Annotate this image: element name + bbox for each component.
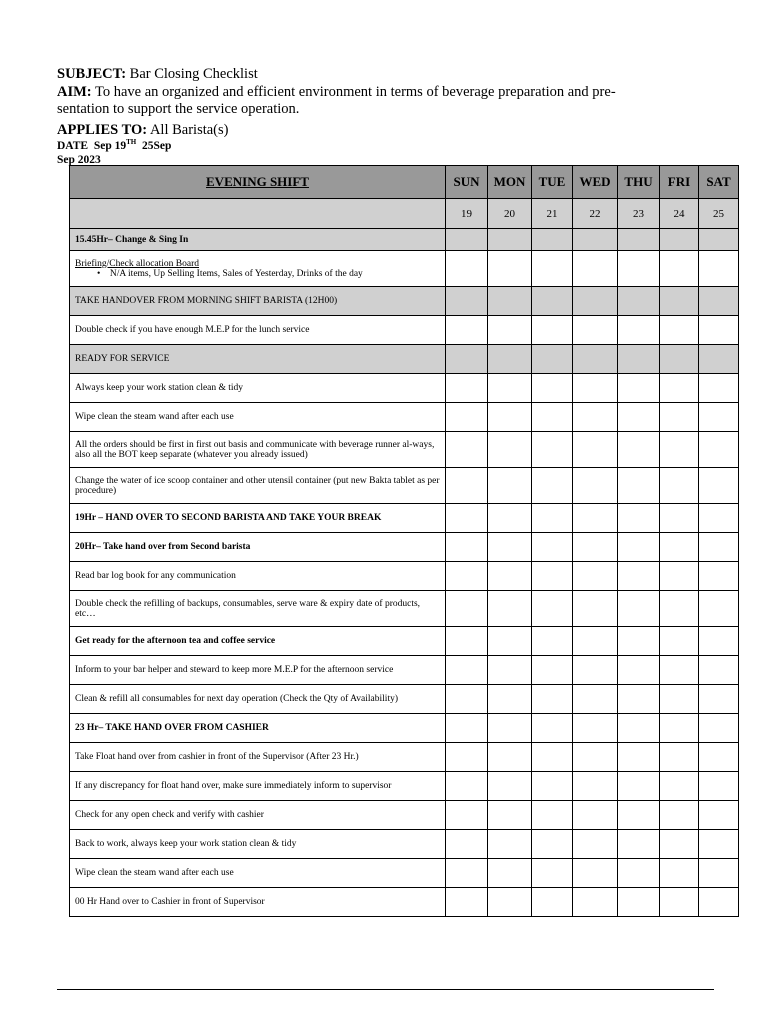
day-checkbox-thu[interactable] (618, 591, 660, 627)
day-checkbox-mon[interactable] (488, 251, 532, 287)
day-checkbox-fri[interactable] (660, 403, 699, 432)
document-header (57, 66, 657, 167)
table-row (70, 714, 739, 743)
day-checkbox-sun[interactable] (446, 533, 488, 562)
day-checkbox-mon[interactable] (488, 627, 532, 656)
task-label: 15.45Hr– Change & Sing In (70, 229, 446, 251)
day-checkbox-sat[interactable] (699, 772, 739, 801)
day-checkbox-mon[interactable] (488, 562, 532, 591)
day-checkbox-mon[interactable] (488, 287, 532, 316)
day-checkbox-sun[interactable] (446, 251, 488, 287)
day-checkbox-tue[interactable] (532, 468, 573, 504)
day-checkbox-mon[interactable] (488, 504, 532, 533)
day-checkbox-sat[interactable] (699, 403, 739, 432)
task-label: Briefing/Check allocation Board (75, 258, 199, 269)
task-label: Change the water of ice scoop container and other utensil container (put new Bakta tablet as per procedure) (70, 468, 446, 504)
day-sun: SUN (446, 166, 488, 199)
day-checkbox-wed[interactable] (573, 801, 618, 830)
day-checkbox-sat[interactable] (699, 627, 739, 656)
day-checkbox-sun[interactable] (446, 504, 488, 533)
day-checkbox-sun[interactable] (446, 316, 488, 345)
day-checkbox-thu[interactable] (618, 316, 660, 345)
day-checkbox-sat[interactable] (699, 830, 739, 859)
day-checkbox-fri[interactable] (660, 316, 699, 345)
day-checkbox-mon[interactable] (488, 888, 532, 917)
day-checkbox-thu[interactable] (618, 714, 660, 743)
day-checkbox-sun[interactable] (446, 772, 488, 801)
aim-line (57, 84, 657, 119)
day-checkbox-sat[interactable] (699, 562, 739, 591)
table-row (70, 830, 739, 859)
table-row (70, 504, 739, 533)
day-checkbox-sun[interactable] (446, 229, 488, 251)
day-checkbox-mon[interactable] (488, 468, 532, 504)
task-label: Clean & refill all consumables for next day operation (Check the Qty of Availability) (70, 685, 446, 714)
day-thu: THU (618, 166, 660, 199)
day-checkbox-fri[interactable] (660, 504, 699, 533)
day-checkbox-sat[interactable] (699, 714, 739, 743)
day-checkbox-mon[interactable] (488, 229, 532, 251)
date-start: Sep 19 (93, 140, 127, 152)
day-checkbox-sat[interactable] (699, 229, 739, 251)
day-checkbox-sat[interactable] (699, 432, 739, 468)
day-checkbox-fri[interactable] (660, 251, 699, 287)
day-checkbox-thu[interactable] (618, 533, 660, 562)
day-checkbox-mon[interactable] (488, 830, 532, 859)
day-checkbox-mon[interactable] (488, 533, 532, 562)
day-checkbox-fri[interactable] (660, 714, 699, 743)
table-row (70, 591, 739, 627)
day-checkbox-sat[interactable] (699, 345, 739, 374)
day-checkbox-tue[interactable] (532, 888, 573, 917)
day-checkbox-wed[interactable] (573, 533, 618, 562)
day-checkbox-sat[interactable] (699, 533, 739, 562)
aim-label: AIM: (57, 83, 92, 100)
table-row (70, 801, 739, 830)
date-year: Sep 2023 (57, 154, 101, 166)
day-checkbox-wed[interactable] (573, 859, 618, 888)
day-checkbox-sun[interactable] (446, 801, 488, 830)
table-row (70, 374, 739, 403)
day-checkbox-sun[interactable] (446, 345, 488, 374)
table-row (70, 685, 739, 714)
date-20: 20 (488, 199, 532, 229)
day-checkbox-sun[interactable] (446, 859, 488, 888)
day-checkbox-thu[interactable] (618, 345, 660, 374)
day-checkbox-thu[interactable] (618, 772, 660, 801)
day-checkbox-fri[interactable] (660, 432, 699, 468)
date-22: 22 (573, 199, 618, 229)
day-checkbox-sun[interactable] (446, 888, 488, 917)
task-label: If any discrepancy for float hand over, make sure immediately inform to supervisor (70, 772, 446, 801)
day-checkbox-wed[interactable] (573, 830, 618, 859)
day-checkbox-tue[interactable] (532, 374, 573, 403)
table-row (70, 251, 739, 287)
table-row (70, 229, 739, 251)
task-label: Read bar log book for any communication (70, 562, 446, 591)
day-checkbox-wed[interactable] (573, 714, 618, 743)
day-checkbox-thu[interactable] (618, 432, 660, 468)
table-row (70, 432, 739, 468)
day-checkbox-sat[interactable] (699, 374, 739, 403)
task-label: 00 Hr Hand over to Cashier in front of Supervisor (70, 888, 446, 917)
day-checkbox-sat[interactable] (699, 801, 739, 830)
day-checkbox-sat[interactable] (699, 504, 739, 533)
task-label: Get ready for the afternoon tea and coffee service (70, 627, 446, 656)
day-checkbox-sun[interactable] (446, 830, 488, 859)
day-checkbox-fri[interactable] (660, 743, 699, 772)
day-checkbox-fri[interactable] (660, 374, 699, 403)
day-checkbox-tue[interactable] (532, 801, 573, 830)
day-checkbox-wed[interactable] (573, 229, 618, 251)
day-checkbox-wed[interactable] (573, 316, 618, 345)
day-checkbox-sat[interactable] (699, 287, 739, 316)
day-checkbox-sat[interactable] (699, 743, 739, 772)
day-checkbox-sun[interactable] (446, 468, 488, 504)
day-checkbox-sun[interactable] (446, 656, 488, 685)
applies-value: All Barista(s) (149, 121, 229, 138)
day-checkbox-wed[interactable] (573, 562, 618, 591)
day-checkbox-sun[interactable] (446, 432, 488, 468)
day-checkbox-tue[interactable] (532, 743, 573, 772)
task-label: Take Float hand over from cashier in front of the Supervisor (After 23 Hr.) (70, 743, 446, 772)
day-checkbox-tue[interactable] (532, 656, 573, 685)
day-checkbox-mon[interactable] (488, 316, 532, 345)
day-checkbox-thu[interactable] (618, 656, 660, 685)
day-checkbox-tue[interactable] (532, 591, 573, 627)
day-checkbox-sun[interactable] (446, 627, 488, 656)
table-row (70, 859, 739, 888)
day-checkbox-tue[interactable] (532, 345, 573, 374)
day-checkbox-thu[interactable] (618, 743, 660, 772)
task-label: Wipe clean the steam wand after each use (70, 403, 446, 432)
table-row (70, 743, 739, 772)
day-checkbox-tue[interactable] (532, 403, 573, 432)
table-row (70, 888, 739, 917)
table-row (70, 772, 739, 801)
table-row (70, 316, 739, 345)
day-checkbox-fri[interactable] (660, 229, 699, 251)
date-19: 19 (446, 199, 488, 229)
day-checkbox-wed[interactable] (573, 772, 618, 801)
day-checkbox-sun[interactable] (446, 591, 488, 627)
day-checkbox-wed[interactable] (573, 287, 618, 316)
task-label: All the orders should be first in first out basis and communicate with beverage runner al-ways, also all the BOT keep separate (whatever you already issued) (70, 432, 446, 468)
day-checkbox-mon[interactable] (488, 591, 532, 627)
day-checkbox-mon[interactable] (488, 743, 532, 772)
day-checkbox-sun[interactable] (446, 374, 488, 403)
applies-label: APPLIES TO: (57, 121, 148, 138)
date-23: 23 (618, 199, 660, 229)
day-checkbox-wed[interactable] (573, 591, 618, 627)
task-label: Inform to your bar helper and steward to keep more M.E.P for the afternoon service (70, 656, 446, 685)
day-checkbox-fri[interactable] (660, 533, 699, 562)
task-label: TAKE HANDOVER FROM MORNING SHIFT BARISTA (12H00) (70, 287, 446, 316)
date-21: 21 (532, 199, 573, 229)
table-row (70, 468, 739, 504)
day-checkbox-thu[interactable] (618, 830, 660, 859)
day-checkbox-mon[interactable] (488, 374, 532, 403)
day-checkbox-tue[interactable] (532, 772, 573, 801)
subject-line (57, 66, 657, 84)
day-checkbox-wed[interactable] (573, 656, 618, 685)
day-checkbox-fri[interactable] (660, 859, 699, 888)
day-checkbox-fri[interactable] (660, 656, 699, 685)
table-row (70, 403, 739, 432)
day-checkbox-tue[interactable] (532, 685, 573, 714)
day-checkbox-sat[interactable] (699, 591, 739, 627)
day-checkbox-fri[interactable] (660, 287, 699, 316)
date-24: 24 (660, 199, 699, 229)
day-checkbox-wed[interactable] (573, 468, 618, 504)
day-checkbox-wed[interactable] (573, 685, 618, 714)
date-end: 25Sep (142, 140, 172, 152)
day-checkbox-fri[interactable] (660, 685, 699, 714)
task-label: READY FOR SERVICE (70, 345, 446, 374)
day-checkbox-thu[interactable] (618, 403, 660, 432)
day-mon: MON (488, 166, 532, 199)
day-checkbox-fri[interactable] (660, 562, 699, 591)
task-label: 23 Hr– TAKE HAND OVER FROM CASHIER (70, 714, 446, 743)
table-row (70, 533, 739, 562)
day-checkbox-wed[interactable] (573, 504, 618, 533)
day-checkbox-thu[interactable] (618, 374, 660, 403)
day-checkbox-tue[interactable] (532, 830, 573, 859)
task-bullet: • N/A items, Up Selling Items, Sales of Yesterday, Drinks of the day (97, 268, 363, 279)
day-checkbox-fri[interactable] (660, 801, 699, 830)
day-checkbox-sat[interactable] (699, 859, 739, 888)
day-checkbox-tue[interactable] (532, 714, 573, 743)
checklist-table (69, 165, 739, 917)
day-checkbox-wed[interactable] (573, 888, 618, 917)
day-checkbox-sat[interactable] (699, 316, 739, 345)
day-checkbox-thu[interactable] (618, 859, 660, 888)
day-checkbox-tue[interactable] (532, 316, 573, 345)
shift-title: EVENING SHIFT (70, 166, 446, 199)
day-checkbox-wed[interactable] (573, 743, 618, 772)
day-checkbox-tue[interactable] (532, 229, 573, 251)
day-checkbox-wed[interactable] (573, 345, 618, 374)
task-label-briefing (70, 251, 446, 287)
task-label: Double check if you have enough M.E.P for the lunch service (70, 316, 446, 345)
day-checkbox-tue[interactable] (532, 562, 573, 591)
task-label: Always keep your work station clean & tidy (70, 374, 446, 403)
day-checkbox-wed[interactable] (573, 374, 618, 403)
day-checkbox-thu[interactable] (618, 287, 660, 316)
day-checkbox-tue[interactable] (532, 859, 573, 888)
day-checkbox-tue[interactable] (532, 251, 573, 287)
day-checkbox-fri[interactable] (660, 627, 699, 656)
day-checkbox-wed[interactable] (573, 403, 618, 432)
date-label: DATE (57, 140, 89, 152)
task-bullet-text: N/A items, Up Selling Items, Sales of Yesterday, Drinks of the day (109, 268, 363, 279)
day-checkbox-mon[interactable] (488, 859, 532, 888)
date-25: 25 (699, 199, 739, 229)
day-checkbox-mon[interactable] (488, 656, 532, 685)
day-checkbox-thu[interactable] (618, 685, 660, 714)
day-checkbox-tue[interactable] (532, 627, 573, 656)
subject-value: Bar Closing Checklist (129, 66, 258, 82)
aim-value: To have an organized and efficient environment in terms of beverage preparation and pre-sentation to support the service operation. (57, 83, 616, 117)
day-checkbox-wed[interactable] (573, 627, 618, 656)
day-tue: TUE (532, 166, 573, 199)
day-checkbox-sat[interactable] (699, 251, 739, 287)
day-checkbox-wed[interactable] (573, 251, 618, 287)
task-label: Double check the refilling of backups, consumables, serve ware & expiry date of products, etc… (70, 591, 446, 627)
day-checkbox-sun[interactable] (446, 562, 488, 591)
day-checkbox-sat[interactable] (699, 685, 739, 714)
date-sup: TH (126, 138, 137, 147)
day-checkbox-tue[interactable] (532, 504, 573, 533)
day-checkbox-sun[interactable] (446, 743, 488, 772)
day-checkbox-fri[interactable] (660, 591, 699, 627)
day-checkbox-sat[interactable] (699, 656, 739, 685)
day-checkbox-thu[interactable] (618, 251, 660, 287)
task-label: Back to work, always keep your work station clean & tidy (70, 830, 446, 859)
day-checkbox-mon[interactable] (488, 772, 532, 801)
table-row (70, 656, 739, 685)
day-checkbox-thu[interactable] (618, 627, 660, 656)
day-checkbox-tue[interactable] (532, 533, 573, 562)
day-checkbox-fri[interactable] (660, 772, 699, 801)
date-numbers-row (70, 199, 739, 229)
day-sat: SAT (699, 166, 739, 199)
day-checkbox-thu[interactable] (618, 504, 660, 533)
table-row (70, 562, 739, 591)
day-checkbox-mon[interactable] (488, 345, 532, 374)
day-wed: WED (573, 166, 618, 199)
day-checkbox-mon[interactable] (488, 801, 532, 830)
task-label: 19Hr – HAND OVER TO SECOND BARISTA AND TAKE YOUR BREAK (70, 504, 446, 533)
table-row (70, 627, 739, 656)
applies-line (57, 122, 657, 140)
day-checkbox-sun[interactable] (446, 714, 488, 743)
day-checkbox-tue[interactable] (532, 432, 573, 468)
day-checkbox-sat[interactable] (699, 468, 739, 504)
date-line (57, 139, 657, 153)
table-row (70, 287, 739, 316)
table-row (70, 345, 739, 374)
day-checkbox-fri[interactable] (660, 888, 699, 917)
day-fri: FRI (660, 166, 699, 199)
subject-label: SUBJECT: (57, 66, 127, 82)
day-checkbox-thu[interactable] (618, 888, 660, 917)
day-checkbox-sun[interactable] (446, 403, 488, 432)
day-checkbox-thu[interactable] (618, 801, 660, 830)
date-row-spacer (70, 199, 446, 229)
footer-divider (57, 989, 714, 990)
day-checkbox-mon[interactable] (488, 432, 532, 468)
task-label: Wipe clean the steam wand after each use (70, 859, 446, 888)
day-checkbox-sun[interactable] (446, 287, 488, 316)
day-checkbox-fri[interactable] (660, 830, 699, 859)
day-checkbox-mon[interactable] (488, 403, 532, 432)
day-checkbox-tue[interactable] (532, 287, 573, 316)
task-label: Check for any open check and verify with cashier (70, 801, 446, 830)
day-checkbox-wed[interactable] (573, 432, 618, 468)
day-checkbox-thu[interactable] (618, 562, 660, 591)
day-checkbox-mon[interactable] (488, 685, 532, 714)
day-checkbox-sat[interactable] (699, 888, 739, 917)
day-checkbox-fri[interactable] (660, 345, 699, 374)
table-header-row (70, 166, 739, 199)
day-checkbox-sun[interactable] (446, 685, 488, 714)
day-checkbox-thu[interactable] (618, 468, 660, 504)
task-label: 20Hr– Take hand over from Second barista (70, 533, 446, 562)
day-checkbox-mon[interactable] (488, 714, 532, 743)
day-checkbox-thu[interactable] (618, 229, 660, 251)
day-checkbox-fri[interactable] (660, 468, 699, 504)
